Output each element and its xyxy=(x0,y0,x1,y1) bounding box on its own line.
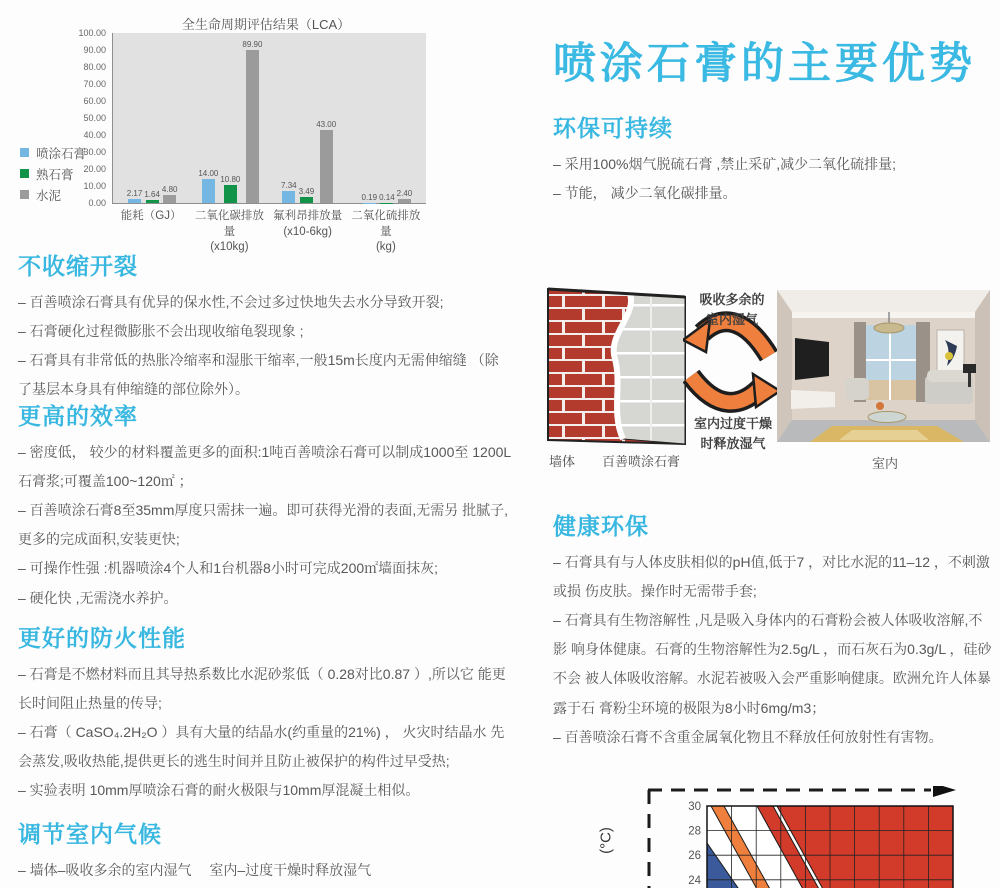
y-axis-tick: 20.00 xyxy=(83,164,106,174)
bar-value-label: 7.34 xyxy=(281,180,297,190)
y-axis-tick: 0.00 xyxy=(88,198,106,208)
y-axis-tick: 40.00 xyxy=(83,130,106,140)
dashed-arrow-icon xyxy=(933,786,956,797)
bar-column xyxy=(198,169,218,203)
y-axis-tick: 100.00 xyxy=(78,28,106,38)
bar-group xyxy=(348,33,426,203)
bar-column xyxy=(127,189,143,203)
bar-value-label: 3.49 xyxy=(298,187,315,197)
bar xyxy=(224,185,237,203)
bullet: – 百善喷涂石膏具有优异的保水性,不会过多过快地失去水分导致开裂; xyxy=(18,294,444,310)
bullet: – 石膏具有与人体皮肤相似的pH值,低于7 ，对比水泥的11–12 ，不刺激或损 伤皮肤。操作时无需带手套; xyxy=(553,554,990,600)
bar-column xyxy=(379,193,395,204)
y-axis-tick: 30.00 xyxy=(83,147,106,157)
section-heading: 调节室内气候 xyxy=(18,821,162,847)
bar xyxy=(398,199,411,203)
comfort-chart-svg xyxy=(645,786,1000,888)
bar xyxy=(128,199,141,203)
section-heading: 更好的防火性能 xyxy=(18,625,186,651)
release-arrow-icon xyxy=(753,374,780,407)
bullet: – 节能， 减少二氧化碳排量。 xyxy=(553,185,737,202)
bar-value-label: 2.40 xyxy=(396,188,413,198)
section-heading: 环保可持续 xyxy=(553,115,673,141)
bullet: – 石膏（ CaSO₄.2H₂O ）具有大量的结晶水(约重量的21%) ， 火灾时结晶水 先会蒸发,吸收热能,提供更长的逃生时间并且防止被保护的构件过早受热; xyxy=(18,724,505,770)
section-efficiency xyxy=(18,398,518,613)
y-tick: 26 xyxy=(688,850,701,863)
bar xyxy=(282,191,295,203)
bar xyxy=(163,195,176,203)
bullet: – 可操作性强 :机器喷涂4个人和1台机器8小时可完成200㎡墙面抹灰; xyxy=(18,560,439,577)
bar xyxy=(202,179,215,203)
legend-label: 熟石膏 xyxy=(36,167,74,182)
bar-column xyxy=(220,175,240,203)
section-heading: 健康环保 xyxy=(553,513,649,539)
bullet: – 实验表明 10mm厚喷涂石膏的耐火极限与10mm厚混凝土相似。 xyxy=(18,782,420,799)
x-axis-label: 能耗（GJ） xyxy=(120,210,182,222)
bar-group xyxy=(270,33,348,203)
bar-column xyxy=(397,189,413,203)
bar-value-label: 43.00 xyxy=(316,119,337,129)
x-axis-label: 二氧化硫排放量 (kg) xyxy=(351,210,421,254)
y-axis-tick: 10.00 xyxy=(83,181,106,191)
bullet: – 石膏具有非常低的热胀冷缩率和湿胀干缩率,一般15m长度内无需伸缩缝 （除了基层本身具有伸缩缝的部位除外）。 xyxy=(18,352,499,398)
bar-value-label: 1.64 xyxy=(144,190,160,200)
legend-label: 水泥 xyxy=(36,188,62,203)
legend-label: 喷涂石膏 xyxy=(36,146,87,161)
humidity-diagram xyxy=(540,280,1000,475)
y-axis-tick: 90.00 xyxy=(83,45,106,55)
release-label: 室内过度干燥 时释放湿气 xyxy=(693,416,772,451)
bullet: – 百善喷涂石膏8至35mm厚度只需抹一遍。即可获得光滑的表面,无需另 批腻子,更多的完成面积,安装更快; xyxy=(18,502,509,548)
bar-column xyxy=(316,120,336,203)
bar-value-label: 14.00 xyxy=(198,169,219,179)
bar-group xyxy=(191,33,269,203)
bar-column xyxy=(362,193,378,204)
comfort-chart-y-axis-label: (°C) xyxy=(597,827,615,854)
bar-value-label: 2.17 xyxy=(126,189,143,199)
legend-swatch xyxy=(20,169,29,178)
bullet: – 石膏硬化过程微膨胀不会出现收缩龟裂现象 ; xyxy=(18,323,304,340)
bar xyxy=(246,50,259,203)
bullet: – 石膏是不燃材料而且其导热系数比水泥砂浆低（ 0.28对比0.87 ）,所以它 能更长时间阻止热量的传导; xyxy=(18,666,506,712)
legend-swatch xyxy=(20,148,29,157)
room-photo xyxy=(777,290,990,442)
section-health xyxy=(553,508,993,752)
section-heading: 更高的效率 xyxy=(18,403,138,429)
wall-illustration xyxy=(545,283,697,448)
bullet: – 采用100%烟气脱硫石膏 ,禁止采矿,减少二氧化硫排量; xyxy=(553,156,897,172)
y-tick: 30 xyxy=(688,801,701,813)
bullet: – 墙体–吸收多余的室内湿气 室内–过度干燥时释放湿气 xyxy=(18,862,372,878)
y-axis-tick: 80.00 xyxy=(83,62,106,72)
room-label: 室内 xyxy=(872,456,899,471)
wall-label: 墙体 xyxy=(549,454,576,469)
bar xyxy=(300,197,313,203)
bar xyxy=(320,130,333,203)
comfort-chart xyxy=(645,786,1000,888)
legend-swatch xyxy=(20,190,29,199)
bar-value-label: 10.80 xyxy=(220,174,241,184)
x-axis-label: 二氧化碳排放量 (x10kg) xyxy=(194,210,264,254)
bullet: – 百善喷涂石膏不含重金属氧化物且不释放任何放射性有害物。 xyxy=(553,728,943,745)
chart-plot-area xyxy=(112,33,426,204)
bar-group xyxy=(113,33,191,203)
bar xyxy=(363,203,376,204)
y-tick: 28 xyxy=(688,825,701,838)
bar-value-label: 0.14 xyxy=(379,192,395,202)
lca-chart xyxy=(10,8,455,254)
gypsum-label: 百善喷涂石膏 xyxy=(602,454,681,469)
y-tick: 24 xyxy=(688,874,701,887)
section-fire xyxy=(18,620,518,806)
section-heading: 不收缩开裂 xyxy=(18,253,138,279)
bar-value-label: 0.19 xyxy=(361,192,378,202)
bar-column xyxy=(162,185,178,203)
x-axis-label: 氟利昂排放量 (x10-6kg) xyxy=(273,210,343,238)
bullet: – 硬化快 ,无需浇水养护。 xyxy=(18,589,178,606)
bar-value-label: 4.80 xyxy=(161,184,178,194)
bar-column xyxy=(299,187,315,203)
bar-column xyxy=(242,40,262,203)
y-axis-tick: 60.00 xyxy=(83,96,106,106)
bar-column xyxy=(144,190,160,203)
bar xyxy=(146,200,159,203)
y-axis-tick: 70.00 xyxy=(83,79,106,89)
bullet: – 石膏具有生物溶解性 ,凡是吸入身体内的石膏粉会被人体吸收溶解,不影 响身体健康。石膏的生物溶解性为2.5g/L ，而石灰石为0.3g/L ，硅砂不会 被人体吸收溶解。水泥若被吸入会严重影响健康。欧洲允许人体暴露于石 膏粉尘环境的极限为8小时6mg/m3； xyxy=(553,612,992,716)
chart-title: 全生命周期评估结果（LCA） xyxy=(181,17,351,32)
absorb-label: 吸收多余的 室内湿气 xyxy=(699,292,765,327)
bar-value-label: 89.90 xyxy=(242,40,263,50)
bullet: – 密度低， 较少的材料覆盖更多的面积:1吨百善喷涂石膏可以制成1000至 1200L石膏浆;可覆盖100~120㎡ ； xyxy=(18,444,512,490)
section-env xyxy=(553,110,993,208)
y-axis-tick: 50.00 xyxy=(83,113,106,123)
section-no-shrink xyxy=(18,248,512,404)
page-title: 喷涂石膏的主要优势 xyxy=(553,40,976,88)
bar-column xyxy=(281,181,297,203)
section-climate xyxy=(18,816,518,885)
bar xyxy=(380,203,393,204)
